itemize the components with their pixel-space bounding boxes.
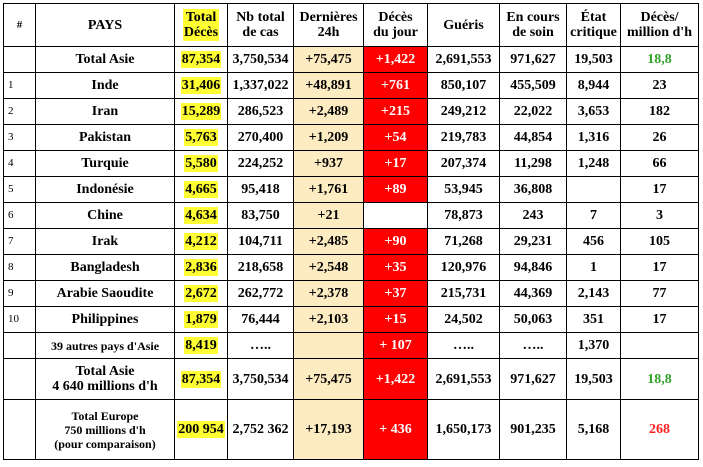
- per-million-cell: 23: [621, 73, 699, 99]
- critical-cell: [567, 177, 621, 203]
- country-cell: Iran: [36, 99, 175, 125]
- table-row: [4, 73, 699, 99]
- deaths-cell: 200 954: [175, 400, 228, 460]
- header-total-deces: [175, 4, 228, 47]
- header-etat-critique: État critique: [567, 4, 621, 47]
- cases-cell: 83,750: [228, 203, 294, 229]
- last24h-cell: +48,891: [294, 73, 364, 99]
- rank-cell: 3: [4, 125, 36, 151]
- rank-cell: [4, 400, 36, 460]
- deaths-cell: 87,354: [175, 47, 228, 73]
- per-million-cell: 77: [621, 281, 699, 307]
- country-cell: Indonésie: [36, 177, 175, 203]
- deaths-cell: 2,836: [175, 255, 228, 281]
- cases-cell: 224,252: [228, 151, 294, 177]
- deaths-cell: 15,289: [175, 99, 228, 125]
- active-cell: 44,854: [500, 125, 567, 151]
- last24h-cell: +2,548: [294, 255, 364, 281]
- daily-deaths-cell: +90: [364, 229, 428, 255]
- table-row: [4, 151, 699, 177]
- cases-cell: 76,444: [228, 307, 294, 333]
- recovered-cell: 71,268: [428, 229, 500, 255]
- active-cell: 50,063: [500, 307, 567, 333]
- covid-asia-table: [3, 3, 699, 460]
- table-row: [4, 307, 699, 333]
- daily-deaths-cell: +1,422: [364, 359, 428, 400]
- table-row: [4, 333, 699, 359]
- cases-cell: 218,658: [228, 255, 294, 281]
- recovered-cell: 249,212: [428, 99, 500, 125]
- last24h-cell: +937: [294, 151, 364, 177]
- daily-deaths-cell: + 107: [364, 333, 428, 359]
- rank-cell: 8: [4, 255, 36, 281]
- cases-cell: 270,400: [228, 125, 294, 151]
- daily-deaths-cell: +761: [364, 73, 428, 99]
- recovered-cell: 1,650,173: [428, 400, 500, 460]
- daily-deaths-cell: [364, 203, 428, 229]
- active-cell: 971,627: [500, 47, 567, 73]
- active-cell: 22,022: [500, 99, 567, 125]
- table-row: [4, 47, 699, 73]
- deaths-cell: 5,763: [175, 125, 228, 151]
- per-million-cell: [621, 333, 699, 359]
- per-million-cell: 105: [621, 229, 699, 255]
- active-cell: 455,509: [500, 73, 567, 99]
- rank-cell: 6: [4, 203, 36, 229]
- active-cell: 44,369: [500, 281, 567, 307]
- active-cell: 11,298: [500, 151, 567, 177]
- active-cell: 971,627: [500, 359, 567, 400]
- rank-cell: [4, 333, 36, 359]
- header-deces-du-jour: Décès du jour: [364, 4, 428, 47]
- header-gueris: Guéris: [428, 4, 500, 47]
- cases-cell: 1,337,022: [228, 73, 294, 99]
- country-cell: Turquie: [36, 151, 175, 177]
- critical-cell: 2,143: [567, 281, 621, 307]
- last24h-cell: [294, 333, 364, 359]
- deaths-cell: 2,672: [175, 281, 228, 307]
- critical-cell: 1,316: [567, 125, 621, 151]
- header-pays: PAYS: [36, 4, 175, 47]
- critical-cell: 19,503: [567, 47, 621, 73]
- cases-cell: 3,750,534: [228, 359, 294, 400]
- header-hash: #: [4, 4, 36, 47]
- active-cell: 94,846: [500, 255, 567, 281]
- cases-cell: 286,523: [228, 99, 294, 125]
- rank-cell: [4, 47, 36, 73]
- table-row: [4, 99, 699, 125]
- recovered-cell: 120,976: [428, 255, 500, 281]
- recovered-cell: 215,731: [428, 281, 500, 307]
- last24h-cell: +2,103: [294, 307, 364, 333]
- cases-cell: …..: [228, 333, 294, 359]
- country-cell: Inde: [36, 73, 175, 99]
- rank-cell: 10: [4, 307, 36, 333]
- critical-cell: 19,503: [567, 359, 621, 400]
- country-cell: Total Europe 750 millions d'h (pour comparaison): [36, 400, 175, 460]
- last24h-cell: +2,485: [294, 229, 364, 255]
- daily-deaths-cell: +17: [364, 151, 428, 177]
- rank-cell: 4: [4, 151, 36, 177]
- header-total-deces-label: Total Décès: [183, 10, 219, 40]
- header-en-cours: En cours de soin: [500, 4, 567, 47]
- critical-cell: 7: [567, 203, 621, 229]
- per-million-cell: 17: [621, 177, 699, 203]
- active-cell: 29,231: [500, 229, 567, 255]
- per-million-cell: 17: [621, 255, 699, 281]
- recovered-cell: 78,873: [428, 203, 500, 229]
- per-million-cell: 18,8: [621, 47, 699, 73]
- last24h-cell: +75,475: [294, 359, 364, 400]
- last24h-cell: +1,761: [294, 177, 364, 203]
- rank-cell: 9: [4, 281, 36, 307]
- per-million-cell: 17: [621, 307, 699, 333]
- deaths-cell: 8,419: [175, 333, 228, 359]
- table-row: [4, 281, 699, 307]
- active-cell: 901,235: [500, 400, 567, 460]
- table-row: [4, 400, 699, 460]
- critical-cell: 351: [567, 307, 621, 333]
- last24h-cell: +2,489: [294, 99, 364, 125]
- daily-deaths-cell: +215: [364, 99, 428, 125]
- rank-cell: 1: [4, 73, 36, 99]
- daily-deaths-cell: +89: [364, 177, 428, 203]
- per-million-cell: 18,8: [621, 359, 699, 400]
- header-row: [4, 4, 699, 47]
- deaths-cell: 4,634: [175, 203, 228, 229]
- daily-deaths-cell: +35: [364, 255, 428, 281]
- critical-cell: 1,370: [567, 333, 621, 359]
- header-dernieres-24h: Dernières 24h: [294, 4, 364, 47]
- critical-cell: 5,168: [567, 400, 621, 460]
- deaths-cell: 1,879: [175, 307, 228, 333]
- per-million-cell: 268: [621, 400, 699, 460]
- last24h-cell: +2,378: [294, 281, 364, 307]
- deaths-cell: 4,212: [175, 229, 228, 255]
- active-cell: …..: [500, 333, 567, 359]
- critical-cell: 1,248: [567, 151, 621, 177]
- recovered-cell: 53,945: [428, 177, 500, 203]
- daily-deaths-cell: + 436: [364, 400, 428, 460]
- deaths-cell: 5,580: [175, 151, 228, 177]
- daily-deaths-cell: +54: [364, 125, 428, 151]
- country-cell: Bangladesh: [36, 255, 175, 281]
- country-cell: Irak: [36, 229, 175, 255]
- last24h-cell: +17,193: [294, 400, 364, 460]
- recovered-cell: …..: [428, 333, 500, 359]
- rank-cell: 5: [4, 177, 36, 203]
- cases-cell: 3,750,534: [228, 47, 294, 73]
- rank-cell: 2: [4, 99, 36, 125]
- table-row: [4, 125, 699, 151]
- deaths-cell: 87,354: [175, 359, 228, 400]
- deaths-cell: 31,406: [175, 73, 228, 99]
- recovered-cell: 2,691,553: [428, 359, 500, 400]
- recovered-cell: 207,374: [428, 151, 500, 177]
- table-row: [4, 255, 699, 281]
- per-million-cell: 66: [621, 151, 699, 177]
- critical-cell: 3,653: [567, 99, 621, 125]
- country-cell: Chine: [36, 203, 175, 229]
- daily-deaths-cell: +37: [364, 281, 428, 307]
- country-cell: Arabie Saoudite: [36, 281, 175, 307]
- last24h-cell: +75,475: [294, 47, 364, 73]
- table-row: [4, 359, 699, 400]
- recovered-cell: 219,783: [428, 125, 500, 151]
- country-cell: Philippines: [36, 307, 175, 333]
- daily-deaths-cell: +1,422: [364, 47, 428, 73]
- per-million-cell: 182: [621, 99, 699, 125]
- header-deces-million: Décès/ million d'h: [621, 4, 699, 47]
- table-row: [4, 203, 699, 229]
- country-cell: 39 autres pays d'Asie: [36, 333, 175, 359]
- country-cell: Total Asie 4 640 millions d'h: [36, 359, 175, 400]
- critical-cell: 8,944: [567, 73, 621, 99]
- per-million-cell: 3: [621, 203, 699, 229]
- cases-cell: 95,418: [228, 177, 294, 203]
- rank-cell: [4, 359, 36, 400]
- country-cell: Pakistan: [36, 125, 175, 151]
- cases-cell: 104,711: [228, 229, 294, 255]
- active-cell: 243: [500, 203, 567, 229]
- cases-cell: 2,752 362: [228, 400, 294, 460]
- recovered-cell: 850,107: [428, 73, 500, 99]
- last24h-cell: +21: [294, 203, 364, 229]
- table-row: [4, 177, 699, 203]
- country-cell: Total Asie: [36, 47, 175, 73]
- table-row: [4, 229, 699, 255]
- rank-cell: 7: [4, 229, 36, 255]
- cases-cell: 262,772: [228, 281, 294, 307]
- active-cell: 36,808: [500, 177, 567, 203]
- critical-cell: 1: [567, 255, 621, 281]
- recovered-cell: 2,691,553: [428, 47, 500, 73]
- header-nb-total-cas: Nb total de cas: [228, 4, 294, 47]
- daily-deaths-cell: +15: [364, 307, 428, 333]
- per-million-cell: 26: [621, 125, 699, 151]
- last24h-cell: +1,209: [294, 125, 364, 151]
- deaths-cell: 4,665: [175, 177, 228, 203]
- recovered-cell: 24,502: [428, 307, 500, 333]
- critical-cell: 456: [567, 229, 621, 255]
